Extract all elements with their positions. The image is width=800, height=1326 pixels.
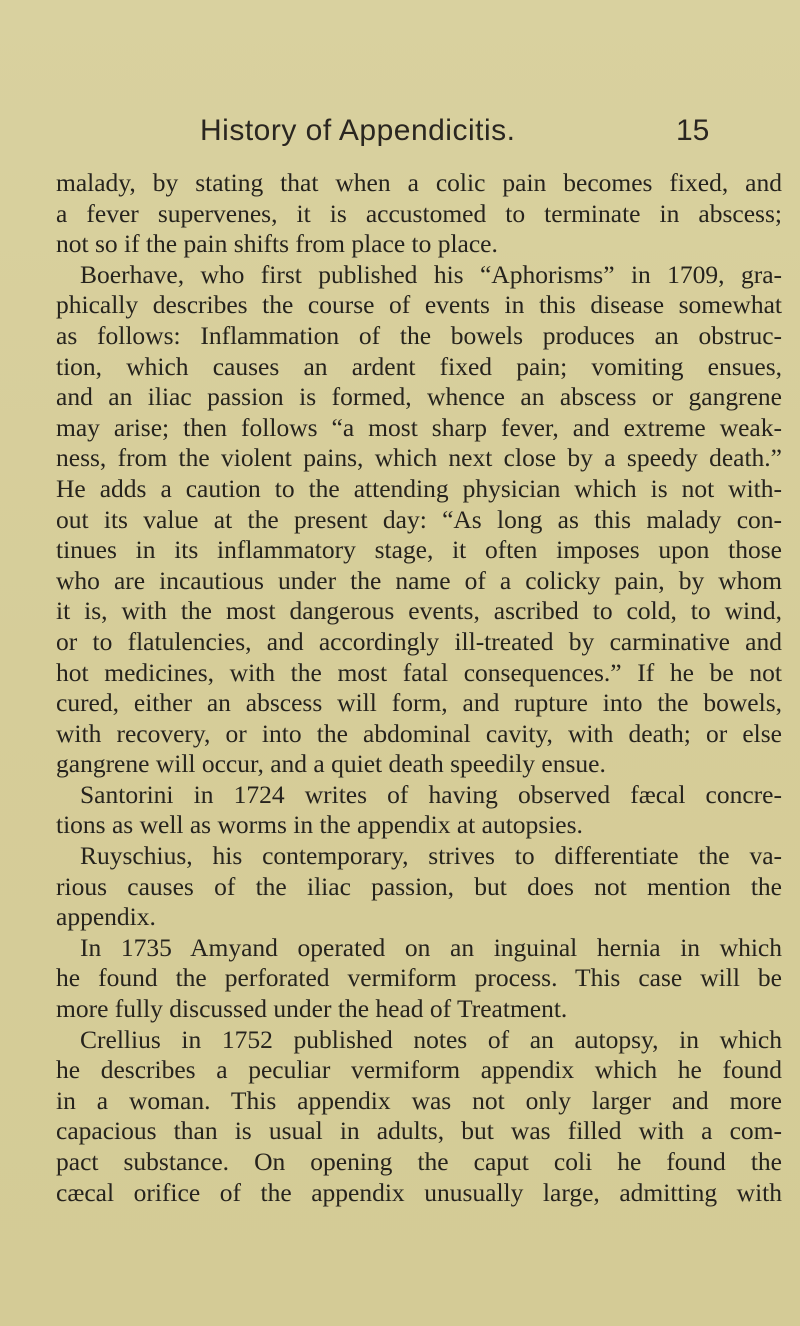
text-line: capacious than is usual in adults, but was filled with a com- xyxy=(56,1116,782,1146)
text-line: cured, either an abscess will form, and rupture into the bowels, xyxy=(56,688,782,718)
text-line: he found the perforated vermiform process. This case will be xyxy=(56,963,782,993)
text-line: Boerhave, who first published his “Aphorisms” in 1709, gra- xyxy=(80,259,782,289)
text-line: it is, with the most dangerous events, ascribed to cold, to wind, xyxy=(56,596,782,626)
text-line: tions as well as worms in the appendix at autopsies. xyxy=(56,810,583,840)
page-number: 15 xyxy=(676,114,710,147)
text-line: in a woman. This appendix was not only larger and more xyxy=(56,1085,782,1115)
text-line: with recovery, or into the abdominal cavity, with death; or else xyxy=(56,718,782,748)
text-line: a fever supervenes, it is accustomed to terminate in abscess; xyxy=(56,198,782,228)
text-line: out its value at the present day: “As long as this malady con- xyxy=(56,504,782,534)
text-line: Crellius in 1752 published notes of an autopsy, in which xyxy=(80,1024,782,1054)
text-line: hot medicines, with the most fatal consequences.” If he be not xyxy=(56,657,782,687)
text-line: Santorini in 1724 writes of having observed fæcal concre- xyxy=(80,779,782,809)
body-text xyxy=(56,168,782,1208)
text-line: pact substance. On opening the caput coli he found the xyxy=(56,1147,782,1176)
text-line: rious causes of the iliac passion, but does not mention the xyxy=(56,871,782,901)
page-header xyxy=(0,114,800,160)
text-line: He adds a caution to the attending physician which is not with- xyxy=(56,473,782,503)
text-line: Ruyschius, his contemporary, strives to differentiate the va- xyxy=(80,841,782,871)
text-line: he describes a peculiar vermiform appendix which he found xyxy=(56,1055,782,1085)
text-line: malady, by stating that when a colic pain becomes fixed, and xyxy=(56,168,782,197)
text-line: or to flatulencies, and accordingly ill-treated by carminative and xyxy=(56,626,782,656)
running-title: History of Appendicitis. xyxy=(200,114,516,147)
text-line: cæcal orifice of the appendix unusually large, admitting with xyxy=(56,1177,782,1207)
text-line: who are incautious under the name of a colicky pain, by whom xyxy=(56,565,782,595)
text-line: tinues in its inflammatory stage, it often imposes upon those xyxy=(56,535,782,565)
text-line: may arise; then follows “a most sharp fever, and extreme weak- xyxy=(56,412,782,442)
text-line: tion, which causes an ardent fixed pain; vomiting ensues, xyxy=(56,351,782,381)
text-line: not so if the pain shifts from place to place. xyxy=(56,229,498,259)
text-line: ness, from the violent pains, which next close by a speedy death.” xyxy=(56,443,782,473)
text-line: appendix. xyxy=(56,902,156,932)
text-line: gangrene will occur, and a quiet death speedily ensue. xyxy=(56,749,606,779)
text-line: and an iliac passion is formed, whence an abscess or gangrene xyxy=(56,382,782,412)
text-line: phically describes the course of events in this disease somewhat xyxy=(56,290,782,320)
text-line: as follows: Inflammation of the bowels produces an obstruc- xyxy=(56,320,782,350)
text-line: more fully discussed under the head of Treatment. xyxy=(56,994,568,1024)
text-line: In 1735 Amyand operated on an inguinal hernia in which xyxy=(80,932,782,962)
